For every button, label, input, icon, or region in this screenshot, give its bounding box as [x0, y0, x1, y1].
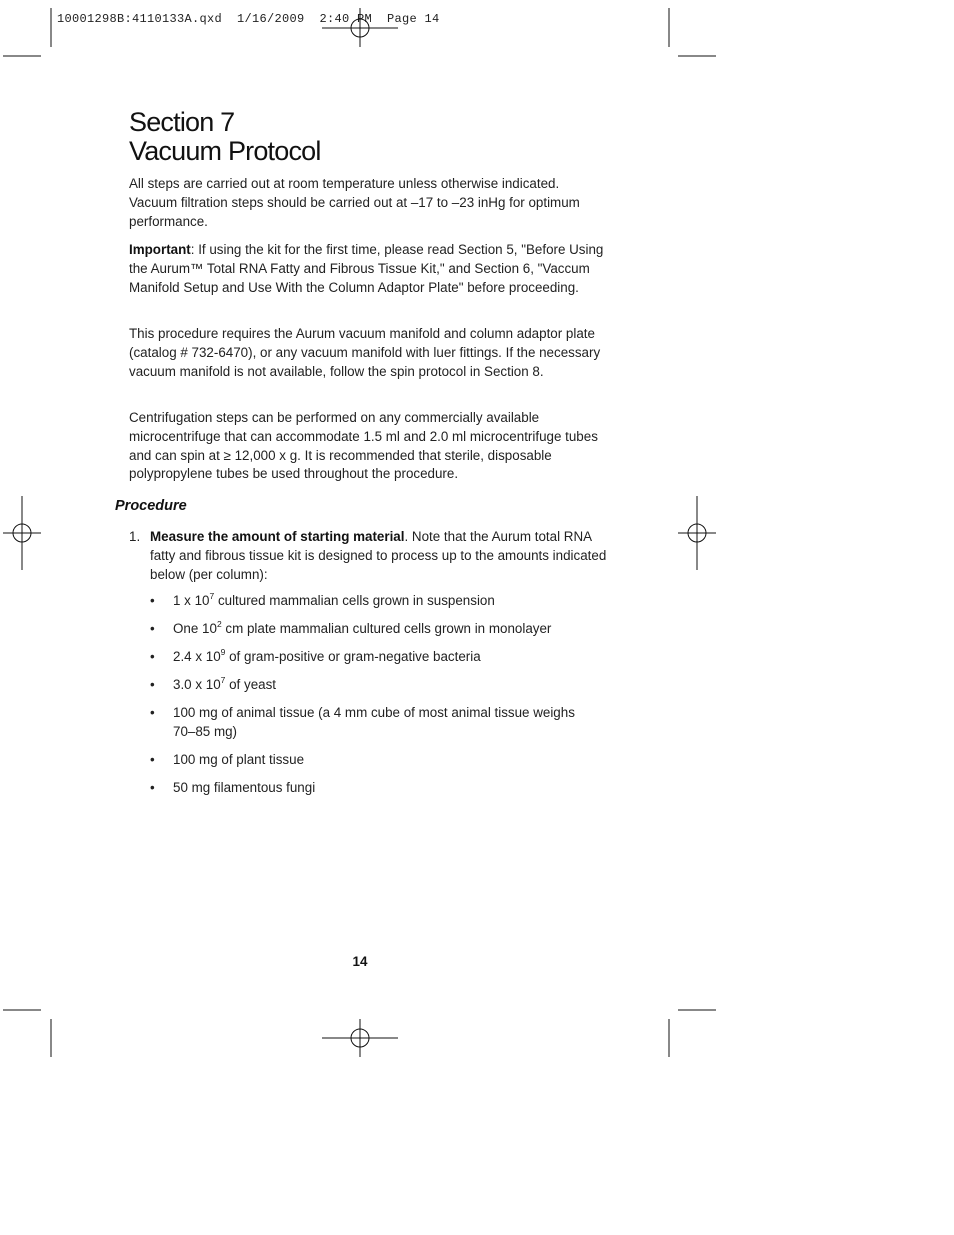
procedure-step-1 [129, 528, 609, 584]
intro-paragraph: All steps are carried out at room temperature unless otherwise indicated. Vacuum filtration steps should be carried out at –17 to –23 inHg for optimum performance. [129, 176, 580, 229]
list-item-text-suffix: of yeast [225, 677, 277, 692]
requirements-paragraph: This procedure requires the Aurum vacuum manifold and column adaptor plate (catalog # 732-6470), or any vacuum manifold with luer fittings. If the necessary vacuum manifold is not available, follow the spin protocol in Section 8. [129, 326, 601, 379]
list-item [150, 648, 600, 667]
important-label: Important [129, 242, 191, 257]
section-heading [129, 108, 321, 166]
list-item-exponent: 7 [220, 674, 226, 685]
list-item-text-suffix: cultured mammalian cells grown in suspension [214, 593, 495, 608]
registration-mark-left [3, 496, 41, 570]
list-item-text: 50 mg filamentous fungi [173, 780, 316, 795]
list-item [150, 779, 600, 798]
registration-mark-top [322, 8, 398, 47]
list-item [150, 676, 600, 695]
bullet-icon: • [150, 649, 155, 664]
section-title: Vacuum Protocol [129, 136, 321, 166]
list-item-text: One 10 [173, 621, 217, 636]
section-number: Section 7 [129, 107, 235, 137]
list-item-text: 100 mg of plant tissue [173, 752, 305, 767]
bullet-icon: • [150, 780, 155, 795]
step-number: 1. [129, 529, 141, 544]
list-item-text-suffix: cm plate mammalian cultured cells grown in monolayer [221, 621, 552, 636]
list-item-text: 1 x 10 [173, 593, 210, 608]
bullet-icon: • [150, 677, 155, 692]
bullet-icon: • [150, 621, 155, 636]
bullet-icon: • [150, 593, 155, 608]
list-item-exponent: 2 [216, 618, 222, 629]
list-item-exponent: 9 [220, 646, 226, 657]
step-bold-text: Measure the amount of starting material [150, 529, 405, 544]
printer-slug: 10001298B:4110133A.qxd 1/16/2009 2:40 PM Page 14 [57, 12, 440, 26]
list-item-text-suffix: of gram-positive or gram-negative bacteria [225, 649, 481, 664]
bullet-icon: • [150, 752, 155, 767]
list-item [150, 592, 600, 611]
page-number: 14 [352, 954, 368, 969]
bullet-icon: • [150, 705, 155, 720]
centrifugation-paragraph: Centrifugation steps can be performed on any commercially available microcentrifuge that can accommodate 1.5 ml and 2.0 ml microcentrifuge tubes and can spin at ≥ 12,000 x g. It is recommended that sterile, disposable polypropylene tubes be used throughout the procedure. [129, 410, 598, 482]
important-paragraph [129, 241, 609, 297]
list-item [150, 704, 600, 742]
list-item-exponent: 7 [209, 590, 215, 601]
important-text: : If using the kit for the first time, please read Section 5, "Before Using the Aurum™ Total RNA Fatty and Fibrous Tissue Kit," and Section 6, "Vaccum Manifold Setup and Use With the Column Adaptor Plate" before proceeding. [129, 242, 604, 295]
registration-mark-bottom [322, 1019, 398, 1057]
step-text: . Note that the Aurum total RNA fatty and fibrous tissue kit is designed to process up to the amounts indicated below (per column): [150, 529, 607, 582]
list-item [150, 620, 600, 639]
step-body [150, 528, 609, 584]
list-item [150, 751, 600, 770]
procedure-heading: Procedure [115, 498, 187, 514]
registration-mark-right [678, 496, 716, 570]
list-item-text: 2.4 x 10 [173, 649, 221, 664]
list-item-text: 100 mg of animal tissue (a 4 mm cube of most animal tissue weighs 70–85 mg) [173, 705, 575, 739]
list-item-text: 3.0 x 10 [173, 677, 221, 692]
